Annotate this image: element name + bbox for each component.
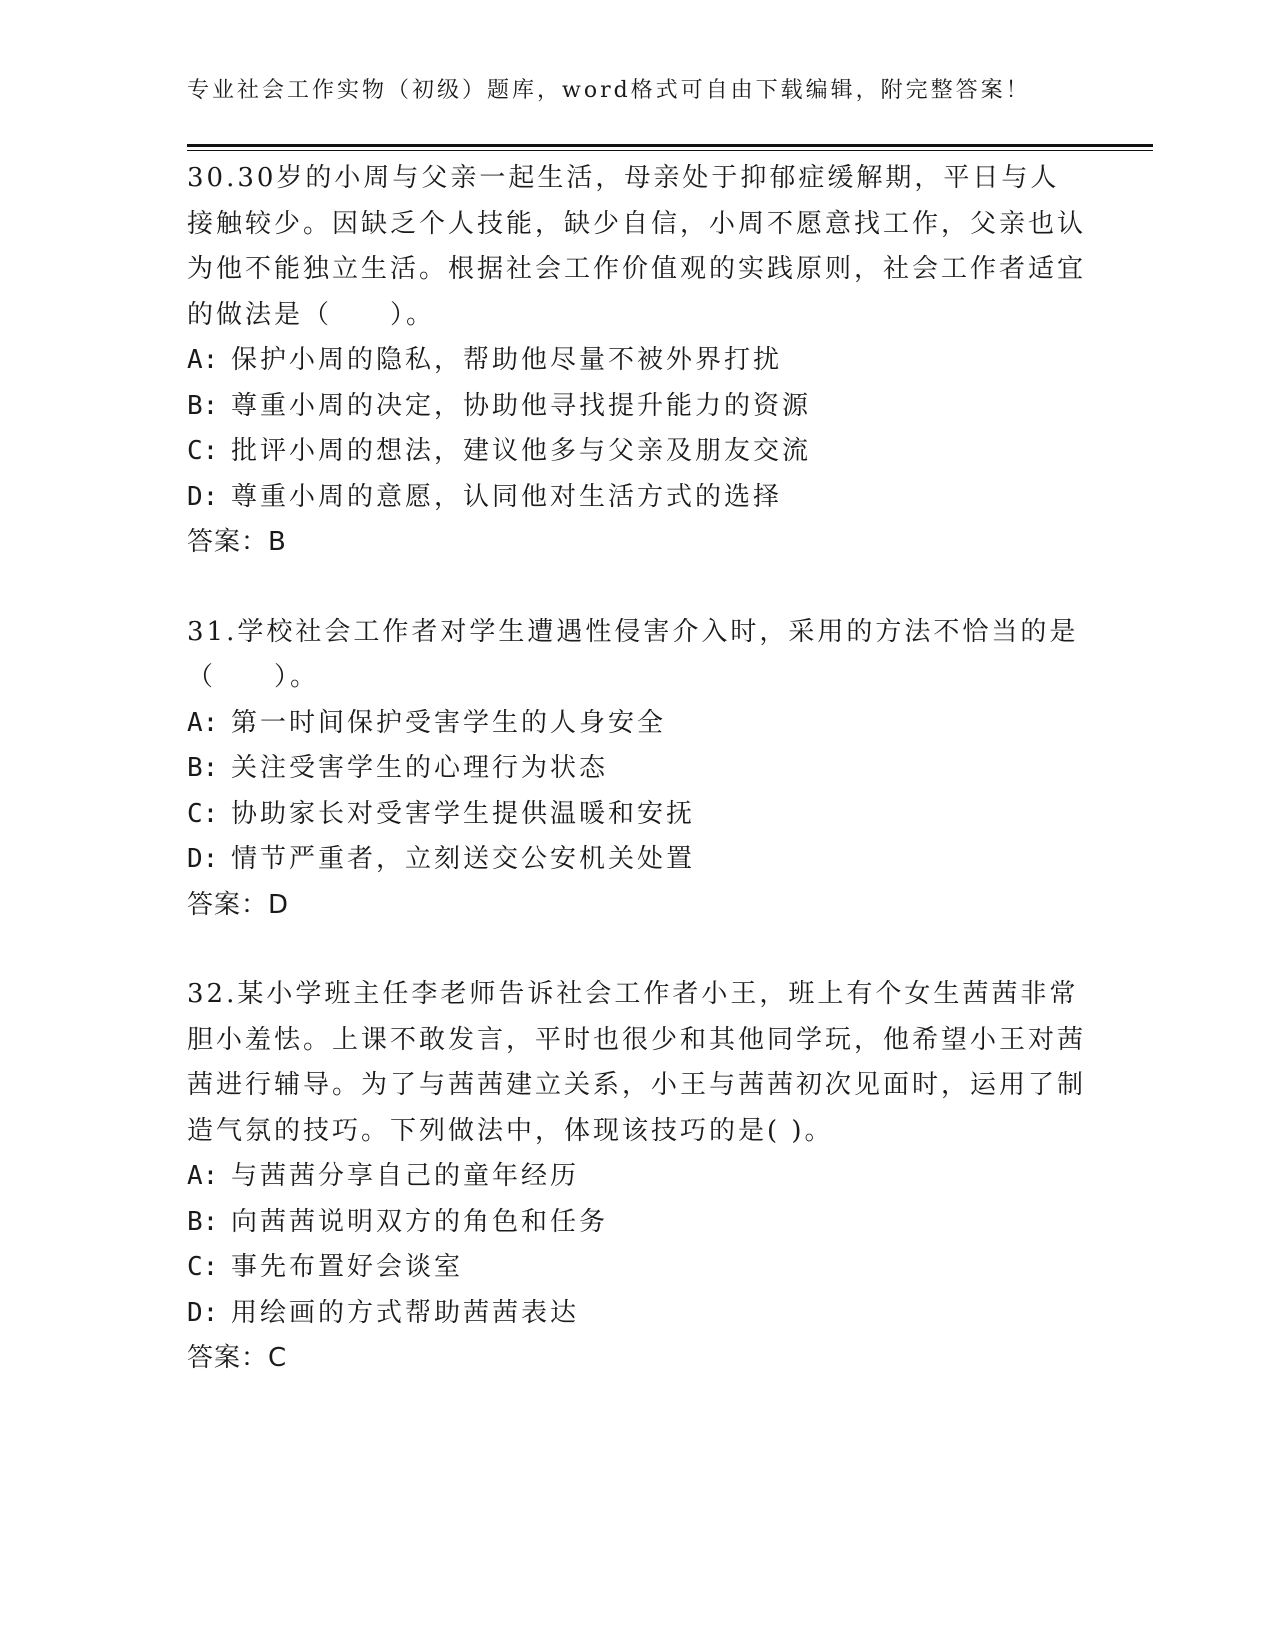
option-key: B: — [187, 1206, 219, 1237]
option-d — [187, 475, 1087, 521]
option-d — [187, 837, 1087, 883]
question-30 — [187, 156, 1087, 566]
option-text: 保护小周的隐私，帮助他尽量不被外界打扰 — [231, 345, 783, 375]
question-stem: 30.30岁的小周与父亲一起生活，母亲处于抑郁症缓解期，平日与人接触较少。因缺乏个人技能，缺少自信，小周不愿意找工作，父亲也认为他不能独立生活。根据社会工作价值观的实践原则，社会工作者适宜的做法是（ ）。 — [187, 163, 1087, 330]
option-text: 协助家长对受害学生提供温暖和安抚 — [231, 798, 696, 829]
option-key: B: — [187, 390, 219, 421]
option-a — [187, 701, 1087, 747]
option-text: 情节严重者，立刻送交公安机关处置 — [231, 844, 696, 874]
option-c — [187, 429, 1087, 475]
option-text: 尊重小周的决定，协助他寻找提升能力的资源 — [231, 390, 812, 421]
option-b — [187, 384, 1087, 430]
question-list — [187, 156, 1087, 1426]
question-32 — [187, 972, 1087, 1382]
header-rule-thin — [187, 150, 1153, 151]
option-b — [187, 746, 1087, 792]
option-a — [187, 1154, 1087, 1200]
option-key: D: — [187, 844, 219, 874]
option-key: C: — [187, 436, 219, 466]
option-text: 批评小周的想法，建议他多与父亲及朋友交流 — [231, 436, 812, 466]
option-d — [187, 1291, 1087, 1337]
header-rule-thick — [187, 144, 1153, 147]
question-stem: 32.某小学班主任李老师告诉社会工作者小王，班上有个女生茜茜非常胆小羞怯。上课不敢发言，平时也很少和其他同学玩，他希望小王对茜茜进行辅导。为了与茜茜建立关系，小王与茜茜初次见面时，运用了制造气氛的技巧。下列做法中，体现该技巧的是( )。 — [187, 979, 1087, 1146]
option-key: C: — [187, 1252, 219, 1282]
option-text: 事先布置好会谈室 — [231, 1252, 464, 1282]
option-a — [187, 338, 1087, 384]
question-31 — [187, 610, 1087, 929]
option-key: D: — [187, 481, 219, 512]
answer-line: 答案：B — [187, 527, 287, 557]
option-key: A: — [187, 345, 219, 375]
option-text: 尊重小周的意愿，认同他对生活方式的选择 — [231, 481, 783, 512]
question-stem: 31.学校社会工作者对学生遭遇性侵害介入时，采用的方法不恰当的是（ ）。 — [187, 616, 1079, 692]
option-c — [187, 792, 1087, 838]
option-b — [187, 1200, 1087, 1246]
option-key: D: — [187, 1297, 219, 1328]
option-text: 用绘画的方式帮助茜茜表达 — [231, 1297, 580, 1328]
option-text: 关注受害学生的心理行为状态 — [231, 753, 609, 783]
option-text: 与茜茜分享自己的童年经历 — [231, 1161, 580, 1191]
option-text: 第一时间保护受害学生的人身安全 — [231, 707, 667, 738]
option-key: A: — [187, 1161, 219, 1191]
option-key: B: — [187, 753, 219, 783]
option-c — [187, 1245, 1087, 1291]
option-key: A: — [187, 707, 219, 738]
page-header: 专业社会工作实物（初级）题库，word格式可自由下载编辑，附完整答案！ — [187, 78, 1031, 103]
option-key: C: — [187, 798, 219, 829]
option-text: 向茜茜说明双方的角色和任务 — [231, 1206, 609, 1237]
answer-line: 答案：D — [187, 889, 290, 920]
answer-line: 答案：C — [187, 1343, 288, 1373]
